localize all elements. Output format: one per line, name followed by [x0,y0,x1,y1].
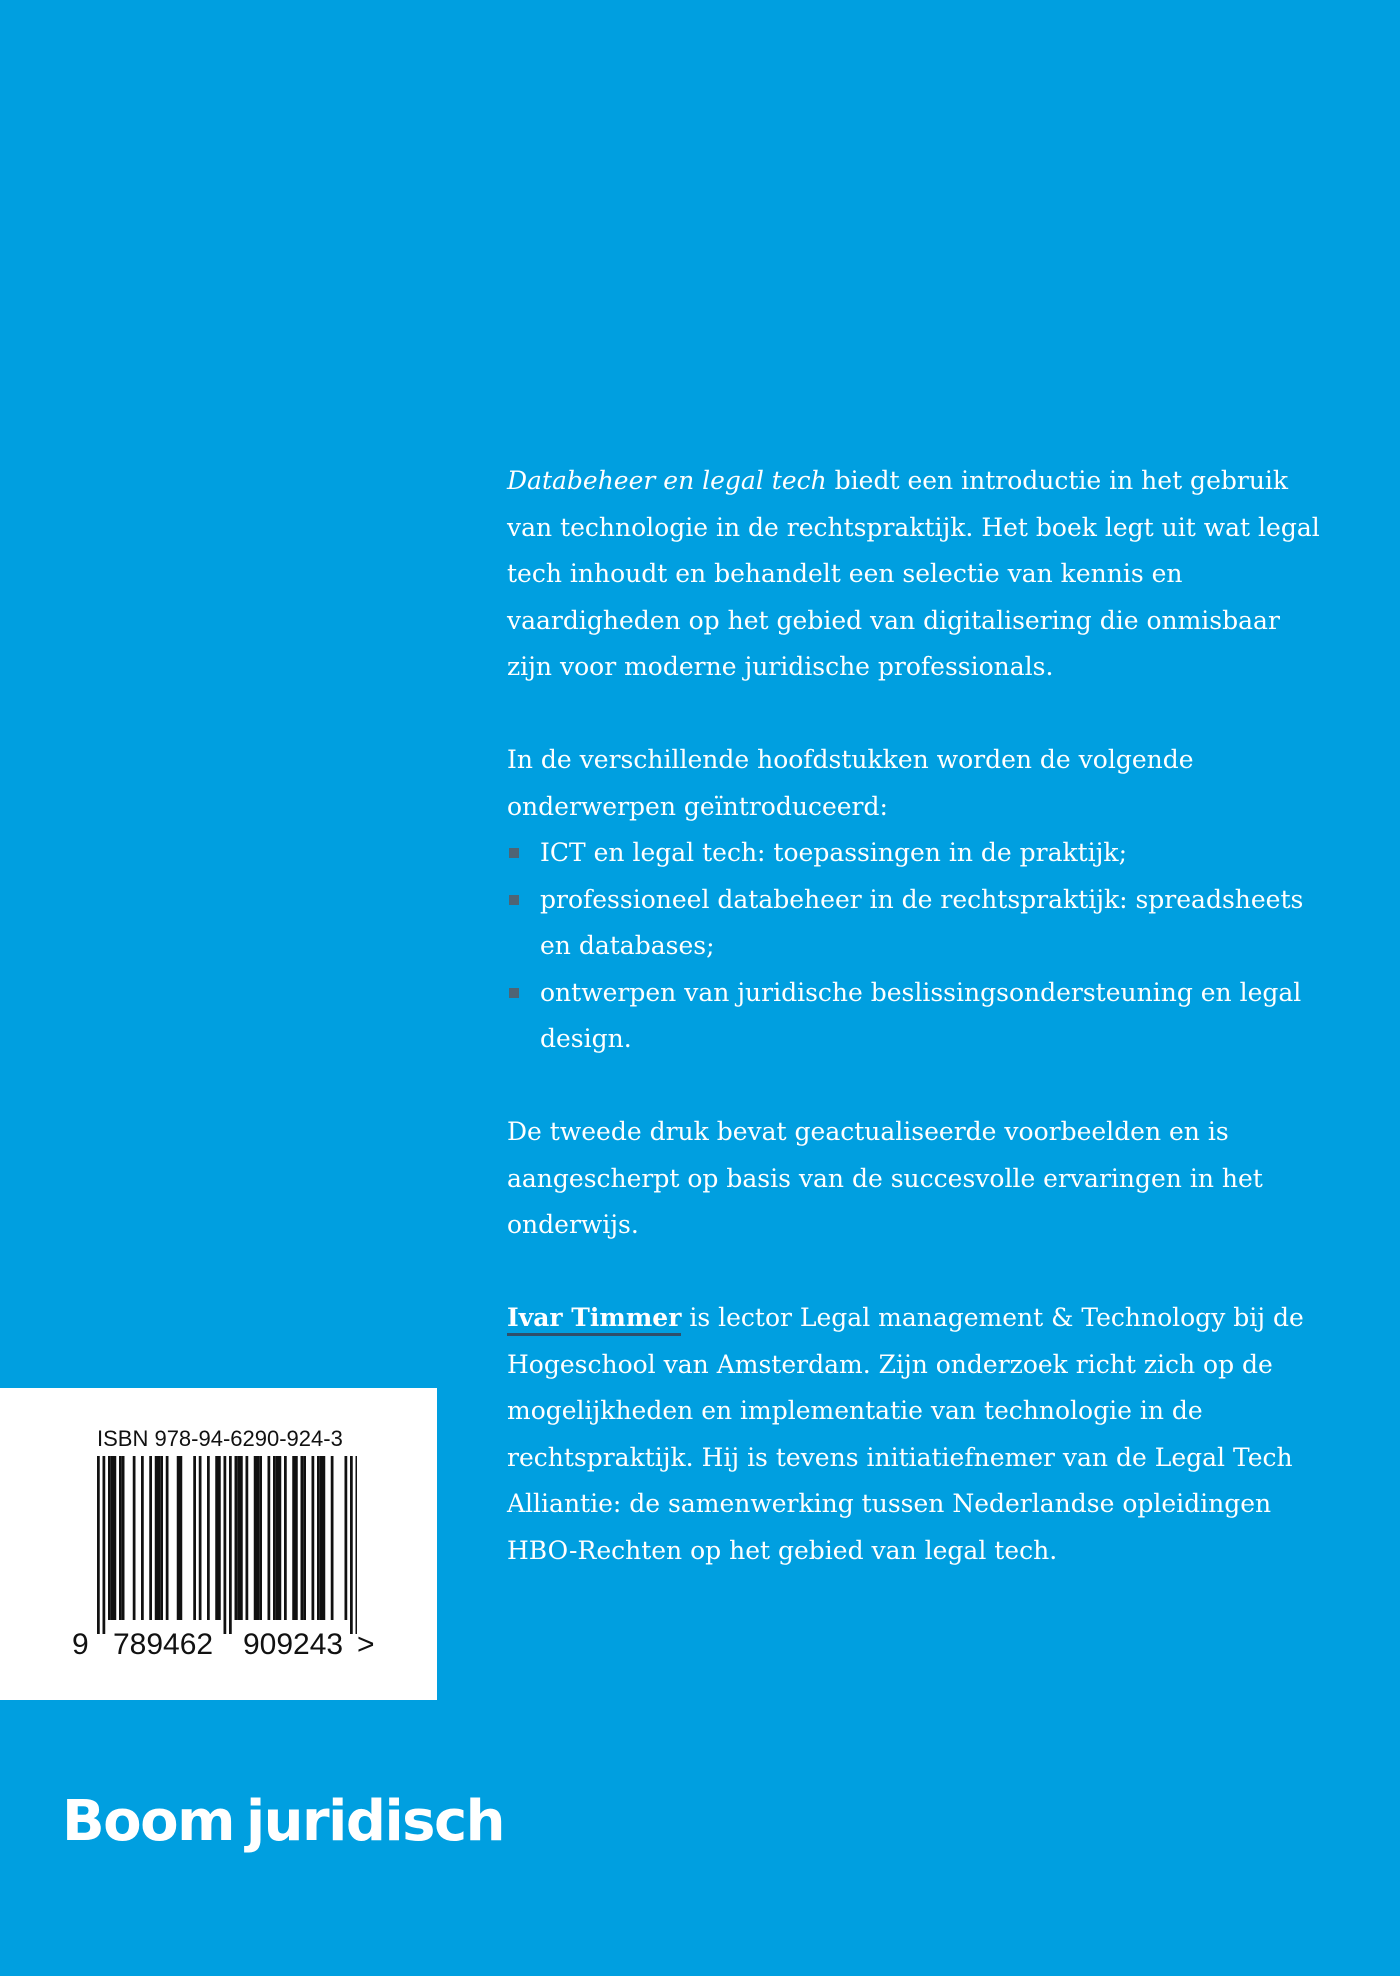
barcode-bar [177,1456,180,1620]
barcode-bar [141,1456,144,1620]
barcode-bar [292,1456,295,1620]
edition-note: De tweede druk bevat geactualiseerde voorbeelden en is aangescherpt op basis van de succesvolle ervaringen in het onderwijs. [507,1117,1263,1239]
barcode-bar [301,1456,304,1620]
barcode-bar [207,1456,210,1620]
bullet-square-icon [509,988,519,998]
author-paragraph [507,1295,1327,1574]
back-cover-text [507,458,1327,1574]
barcode-bar [345,1456,348,1620]
barcode-bar [273,1456,276,1620]
barcode-bar [114,1456,117,1620]
barcode-bar [155,1456,158,1620]
author-name: Ivar Timmer [507,1303,681,1336]
barcode-bar [268,1456,271,1620]
logo-part-boom: Boom [62,1789,234,1854]
barcode-bar [158,1456,161,1620]
barcode-bar [331,1456,334,1620]
barcode-bar [229,1456,232,1634]
topics-intro: In de verschillende hoofdstukken worden de volgende onderwerpen geïntroduceerd: [507,745,1194,821]
barcode-bar [246,1456,249,1620]
barcode-bar [224,1456,227,1634]
barcode-bar [237,1456,240,1620]
publisher-logo [62,1787,504,1857]
barcode-bar [160,1456,163,1620]
bullet-square-icon [509,895,519,905]
barcode-bar [284,1456,287,1620]
barcode-bar [103,1456,106,1634]
barcode-bar [111,1456,114,1620]
barcode-bar [193,1456,196,1620]
barcode-bar [303,1456,306,1620]
barcode-bar [235,1456,238,1620]
barcode-bar [320,1456,323,1620]
barcode-bar [323,1456,326,1620]
barcode-bar [215,1456,218,1620]
intro-paragraph [507,458,1327,691]
author-bio: is lector Legal management & Technology bij de Hogeschool van Amsterdam. Zijn onderzoek richt zich op de mogelijkheden en implementatie van technologie in de rechtspraktijk. Hij is tevens initiatiefnemer van de Legal Tech Alliantie: de samenwerking tussen Nederlandse opleidingen HBO-Rechten op het gebied van legal tech. [507,1303,1304,1565]
list-item [507,970,1327,1063]
intro-text: biedt een introductie in het gebruik van technologie in de rechtspraktijk. Het boek legt uit wat legal tech inhoudt en behandelt een selectie van kennis en vaardigheden op het gebied van digitalisering die onmisbaar zijn voor moderne juridische professionals. [507,466,1320,681]
barcode-bar [257,1456,260,1620]
isbn-label: ISBN 978-94-6290-924-3 [97,1426,343,1451]
barcode-bar [199,1456,202,1620]
barcode-bar [240,1456,243,1620]
topic-text: professioneel databeheer in de rechtspraktijk: spreadsheets en databases; [540,884,1304,960]
barcode-bars [97,1456,357,1636]
barcode-first-digit: 9 [72,1628,89,1661]
bullet-square-icon [509,848,519,858]
barcode-left-digits: 789462 [113,1628,214,1661]
barcode-bar [108,1456,111,1620]
barcode-bar [218,1456,221,1620]
barcode-bar [276,1456,279,1620]
topic-text: ICT en legal tech: toepassingen in de praktijk; [540,838,1127,867]
logo-part-juridisch: juridisch [245,1789,505,1854]
barcode-bar [312,1456,315,1620]
topics-list [507,830,1327,1063]
barcode-bar [97,1456,100,1634]
barcode-bar [259,1456,262,1620]
list-item [507,877,1327,970]
list-item [507,830,1327,877]
barcode-bar [166,1456,169,1620]
barcode-arrow: > [357,1628,375,1661]
barcode-bar [356,1456,358,1634]
barcode-bar [317,1456,320,1620]
barcode-bar [149,1456,152,1620]
barcode-right-digits: 909243 [243,1628,344,1661]
barcode-bar [295,1456,298,1620]
barcode-bar [122,1456,125,1620]
barcode-bar [254,1456,257,1620]
topic-text: ontwerpen van juridische beslissingsondersteuning en legal design. [540,977,1302,1053]
barcode-bar [119,1456,122,1620]
barcode-bar [133,1456,136,1620]
barcode-bar [180,1456,183,1620]
barcode-bar [350,1456,353,1634]
book-title-italic: Databeheer en legal tech [507,466,827,495]
barcode-panel [0,1388,437,1700]
barcode-bar [279,1456,282,1620]
